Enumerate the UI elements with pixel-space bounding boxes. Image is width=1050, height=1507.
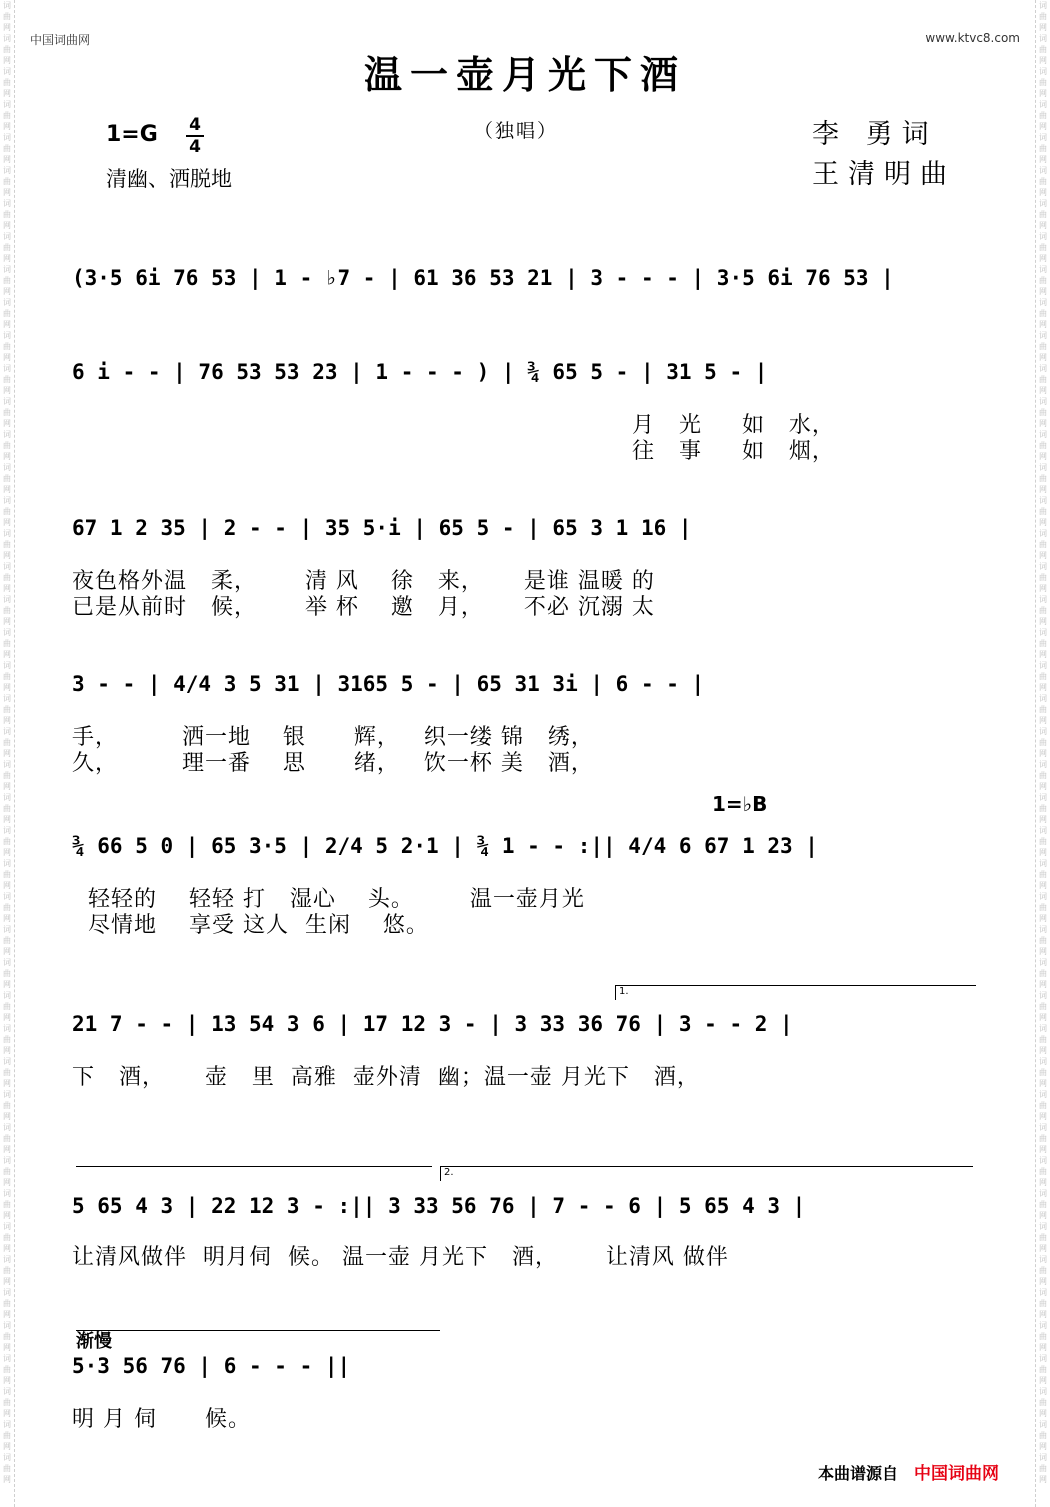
notation-line: 21 7 - - | 13 54 3 6 | 17 12 3 - | 3 33 36 76 | 3 - - 2 |: [72, 1012, 793, 1036]
notation-line: ¾ 66 5 0 | 65 3·5 | 2/4 5 2·1 | ¾ 1 - - :|| 4/4 6 67 1 23 |: [72, 834, 818, 858]
notation-line: 67 1 2 35 | 2 - - | 35 5·i | 65 5 - | 65 3 1 16 |: [72, 516, 692, 540]
first-ending-continuation: [76, 1166, 432, 1167]
lyric-verse-1: 月 光 如 水，: [632, 413, 835, 438]
site-name-top-left: 中国词曲网: [30, 33, 91, 47]
time-signature-bottom: 4: [189, 137, 201, 157]
right-watermark-strip: 词曲网词曲网词曲网词曲网词曲网词曲网词曲网词曲网词曲网词曲网词曲网词曲网词曲网词曲网词曲网词曲网词曲网词曲网词曲网词曲网词曲网词曲网词曲网词曲网词曲网词曲网词曲网词曲网词曲网词曲网词曲网词曲网词曲网词曲网词曲网词曲网词曲网词曲网词曲网词曲网词曲网词曲网词曲网词曲网词曲网: [1035, 0, 1050, 1507]
left-watermark-strip: 词曲网词曲网词曲网词曲网词曲网词曲网词曲网词曲网词曲网词曲网词曲网词曲网词曲网词曲网词曲网词曲网词曲网词曲网词曲网词曲网词曲网词曲网词曲网词曲网词曲网词曲网词曲网词曲网词曲网词曲网词曲网词曲网词曲网词曲网词曲网词曲网词曲网词曲网词曲网词曲网词曲网词曲网词曲网词曲网词曲网: [0, 0, 15, 1507]
notation-line: (3·5 6i 76 53 | 1 - ♭7 - | 61 36 53 21 | 3 - - - | 3·5 6i 76 53 |: [72, 266, 894, 290]
time-signature-top: 4: [189, 115, 201, 135]
lyric-verse-2: 久， 理一番 思 绪， 饮一杯 美 酒，: [72, 751, 594, 776]
key-signature: 1=G: [106, 122, 158, 147]
notation-line: 3 - - | 4/4 3 5 31 | 3165 5 - | 65 31 3i | 6 - - |: [72, 672, 705, 696]
lyric-verse-1: 手， 洒一地 银 辉， 织一缕 锦 绣，: [72, 725, 594, 750]
notation-line: 5 65 4 3 | 22 12 3 - :|| 3 33 56 76 | 7 - - 6 | 5 65 4 3 |: [72, 1194, 806, 1218]
ritardando-line: [76, 1330, 440, 1331]
source-footer: [818, 1459, 999, 1484]
lyric-verse-2: 已是从前时 候， 举 杯 邀 月， 不必 沉溺 太: [72, 595, 655, 620]
source-site-link[interactable]: 中国词曲网: [914, 1464, 1000, 1484]
composer-credit: 王清明曲: [812, 159, 956, 190]
notation-line: 5·3 56 76 | 6 - - - ||: [72, 1354, 351, 1378]
lyricist-credit: 李 勇词: [812, 119, 938, 150]
song-title: 温一壶月光下酒: [363, 52, 686, 97]
lyric-verse-1: 下 酒， 壶 里 高雅 壶外清 幽；温一壶 月光下 酒，: [72, 1065, 700, 1090]
expression-mark: 清幽、洒脱地: [106, 167, 232, 191]
lyric-verse-1: 夜色格外温 柔， 清 风 徐 来， 是谁 温暖 的: [72, 569, 655, 594]
key-change-mark: 1=♭B: [712, 792, 768, 816]
lyric-verse-2: 往 事 如 烟，: [632, 439, 835, 464]
lyric-verse-1: 明 月 伺 候。: [72, 1407, 251, 1432]
site-url-top-right: www.ktvc8.com: [925, 31, 1020, 45]
performance-mode: （独唱）: [474, 120, 559, 142]
tempo-mark-ritardando: 渐慢: [76, 1331, 112, 1352]
notation-line: 6 i - - | 76 53 53 23 | 1 - - - ) | ¾ 65 5 - | 31 5 - |: [72, 360, 768, 384]
source-label: 本曲谱源自: [818, 1464, 899, 1483]
first-ending-bracket: 1.: [615, 985, 976, 1000]
lyric-verse-2: 尽情地 享受 这人 生闲 悠。: [72, 913, 429, 938]
time-signature: [186, 116, 204, 156]
second-ending-bracket: 2.: [440, 1166, 973, 1181]
lyric-verse-1: 让清风做伴 明月伺 候。 温一壶 月光下 酒， 让清风 做伴: [72, 1245, 729, 1270]
lyric-verse-1: 轻轻的 轻轻 打 湿心 头。 温一壶月光: [72, 887, 585, 912]
